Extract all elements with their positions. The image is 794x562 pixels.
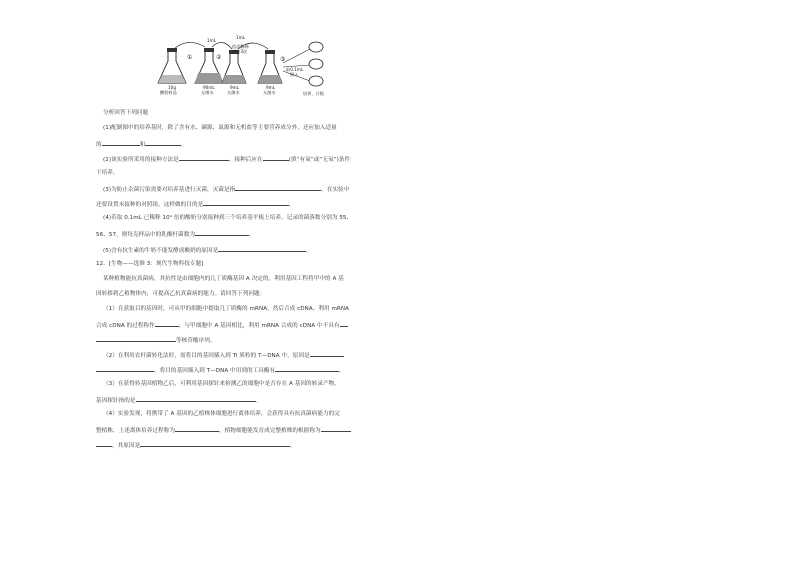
- s12-q2-text-b: 。将目的基因插入到 T—DNA 中用到的工具酶有: [154, 368, 276, 374]
- s12-q3-blank-1[interactable]: [136, 395, 256, 402]
- pour-arrow-1: [283, 49, 310, 63]
- flask-4: [258, 50, 282, 83]
- s12-q4-blank-3[interactable]: [96, 440, 112, 447]
- culture-label: 培养、计数: [303, 91, 324, 96]
- q2-line-1: [103, 154, 350, 164]
- s12-q1-line-2: [96, 320, 348, 330]
- s12-q1-blank-1[interactable]: [155, 320, 179, 327]
- flask-1-label-line-2: 酸奶样品: [160, 90, 177, 95]
- flask-3-label: [227, 85, 240, 96]
- s12-q4-line-3: [96, 440, 296, 450]
- q3-text-a: (3)为防止杂菌污染需要对培养基进行灭菌，灭菌是指: [103, 187, 236, 193]
- q5-blank-1[interactable]: [218, 245, 306, 252]
- s12-q4-text-c: ，其原因是: [112, 443, 141, 449]
- q3-text-c: 还要设置未接种的对照组，这样做的目的是: [96, 202, 204, 208]
- q5-text-b: 。: [306, 248, 312, 254]
- flask-2-label-line-1: 90mL: [203, 85, 215, 90]
- q4-line-2: [96, 229, 255, 239]
- q4-text-a: 56、57，则每克样品中的乳酸杆菌数为: [96, 232, 196, 238]
- q3-line-1: [103, 184, 349, 194]
- s12-q2-text-c: 。: [339, 368, 345, 374]
- section-12-heading: 12．[生物——选修 3：现代生物科技专题]: [96, 261, 204, 267]
- q4-line-1: (4)若取 0.1mL 已稀释 10⁴ 倍的酸奶分别接种到三个培养基平板上培养，记录的菌落数分别为 55、: [103, 215, 353, 221]
- transfer-arrow-2: [212, 42, 232, 49]
- s12-q2-blank-2[interactable]: [96, 365, 154, 372]
- step-label-3: ③: [280, 56, 286, 63]
- dilution-diagram: [150, 33, 380, 101]
- repeat-note: [232, 43, 250, 55]
- q1-blank-1[interactable]: [102, 139, 140, 146]
- q2-blank-1[interactable]: [179, 154, 229, 161]
- q3-blank-2[interactable]: [203, 199, 289, 206]
- q5-line-1: [103, 245, 312, 255]
- s12-q4-text-a: 整植株，上述离体培养过程称为: [96, 428, 176, 434]
- q3-text-d: 。: [289, 202, 295, 208]
- s12-q1-blank-3[interactable]: [96, 335, 176, 342]
- flask-1: [158, 48, 186, 83]
- q1-text-b: 和: [139, 142, 146, 148]
- petri-plate-2: [309, 59, 323, 69]
- s12-q2-line-2: [96, 365, 345, 375]
- s12-q2-blank-3[interactable]: [275, 365, 339, 372]
- s12-q4-blank-4[interactable]: [140, 440, 290, 447]
- s12-q4-line-1: （4）实验发现，将携带了 A 基因的乙植株体细胞进行离体培养，会获得具有抗真菌病能力的完: [103, 411, 340, 417]
- q2-text-a: (2)该实验所采用的接种方法是: [103, 157, 179, 163]
- s12-q1-text-b: ；与甲细胞中 A 基因相比，利用 mRNA 合成的 cDNA 中不具有: [178, 323, 340, 329]
- s12-q3-line-2: [96, 395, 261, 405]
- s12-q3-text-b: 。: [255, 398, 262, 404]
- q1-blank-2[interactable]: [145, 139, 181, 146]
- repeat-note-line-2: 重复3次: [232, 49, 248, 54]
- q2-text-c: (填“有氧”或“无氧”)条件: [288, 157, 351, 163]
- q2-blank-2[interactable]: [263, 154, 289, 161]
- flask-1-label-line-1: 10g: [168, 85, 176, 90]
- s12-q3-line-1: （3）在获得转基因植物乙后，可利用基因探针来检测乙的细胞中是否存在 A 基因的转录产物，: [103, 381, 340, 387]
- flask-2-label: [201, 85, 216, 96]
- s12-intro-1: 某种植物能抗真菌病，其抗性是由细胞内的几丁质酶基因 A 决定的。利用基因工程将甲中的 A 基: [103, 276, 344, 282]
- petri-plate-3: [309, 76, 323, 86]
- transfer-label-2: 1mL: [236, 35, 246, 40]
- q2-text-b: 。接种后应在: [228, 157, 263, 163]
- q3-line-2: [96, 199, 295, 209]
- q4-blank-1[interactable]: [195, 229, 249, 236]
- s12-q1-line-1: （1）在获取目的基因时，可从甲的细胞中提取几丁质酶的 mRNA，然后合成 cDNA。利用 mRNA: [103, 306, 350, 312]
- s12-q1-text-a: 合成 cDNA 的过程称作: [96, 323, 155, 329]
- step-label-2: ②: [216, 54, 222, 61]
- step-label-1: ①: [187, 54, 193, 61]
- flask-4-label-line-1: 9mL: [266, 85, 276, 90]
- transfer-label-1: 1mL: [207, 38, 217, 43]
- s12-q2-blank-1[interactable]: [310, 350, 344, 357]
- s12-intro-2: 因转移到乙植物体内，可提高乙抗真菌病的能力。请回答下列问题：: [96, 291, 266, 297]
- flask-2-label-line-2: 无菌水: [201, 90, 214, 95]
- flask-3: [222, 50, 246, 83]
- s12-q4-line-2: [96, 425, 351, 435]
- q4-text-b: 。: [249, 232, 255, 238]
- s12-q2-text-a: （2）在利用农杆菌转化法时，需将目的基因插入到 Ti 质粒的 T—DNA 中，原因是: [103, 353, 310, 359]
- pour-label-line-2: 倒入: [290, 72, 299, 77]
- s12-q1-blank-2[interactable]: [340, 320, 348, 327]
- repeat-note-line-1: 依次稀释: [232, 44, 249, 49]
- s12-q3-text-a: 基因探针指的是: [96, 398, 136, 404]
- pour-label: [286, 66, 305, 78]
- section-intro: 分析回答下列问题: [103, 110, 149, 116]
- s12-q4-blank-2[interactable]: [321, 425, 351, 432]
- flask-1-label: [160, 85, 177, 96]
- flask-3-label-line-1: 9mL: [230, 85, 240, 90]
- q5-text-a: (5)含有抗生素的牛奶不能发酵成酸奶的原因是: [103, 248, 219, 254]
- q1-line-2: [96, 139, 187, 149]
- q3-text-b: 。在实验中: [321, 187, 350, 193]
- flask-3-label-line-2: 无菌水: [227, 90, 240, 95]
- pour-label-line-1: 取0.1mL: [286, 67, 304, 72]
- q3-blank-1[interactable]: [235, 184, 321, 191]
- s12-q4-text-b: 。植物细胞能发育成完整植株的根据称为: [219, 428, 321, 434]
- s12-q4-blank-1[interactable]: [175, 425, 219, 432]
- transfer-arrow-1: [174, 42, 205, 49]
- s12-q4-text-d: 。: [290, 443, 296, 449]
- flask-4-label: [263, 85, 276, 96]
- q1-text-a: 的: [96, 142, 102, 148]
- q2-line-2: 下培养。: [96, 170, 119, 176]
- q1-text-c: 。: [181, 142, 187, 148]
- q1-line-1: (1)配制图中的培养基时，除了含有水、碳源、氮源和无机盐等主要营养成分外，还应加入适量: [103, 125, 337, 131]
- s12-q1-text-c: 等核苷酸序列。: [176, 338, 216, 344]
- petri-plate-1: [309, 42, 323, 52]
- s12-q2-line-1: [103, 350, 344, 360]
- flask-4-label-line-2: 无菌水: [263, 90, 276, 95]
- s12-q1-line-3: [96, 335, 216, 345]
